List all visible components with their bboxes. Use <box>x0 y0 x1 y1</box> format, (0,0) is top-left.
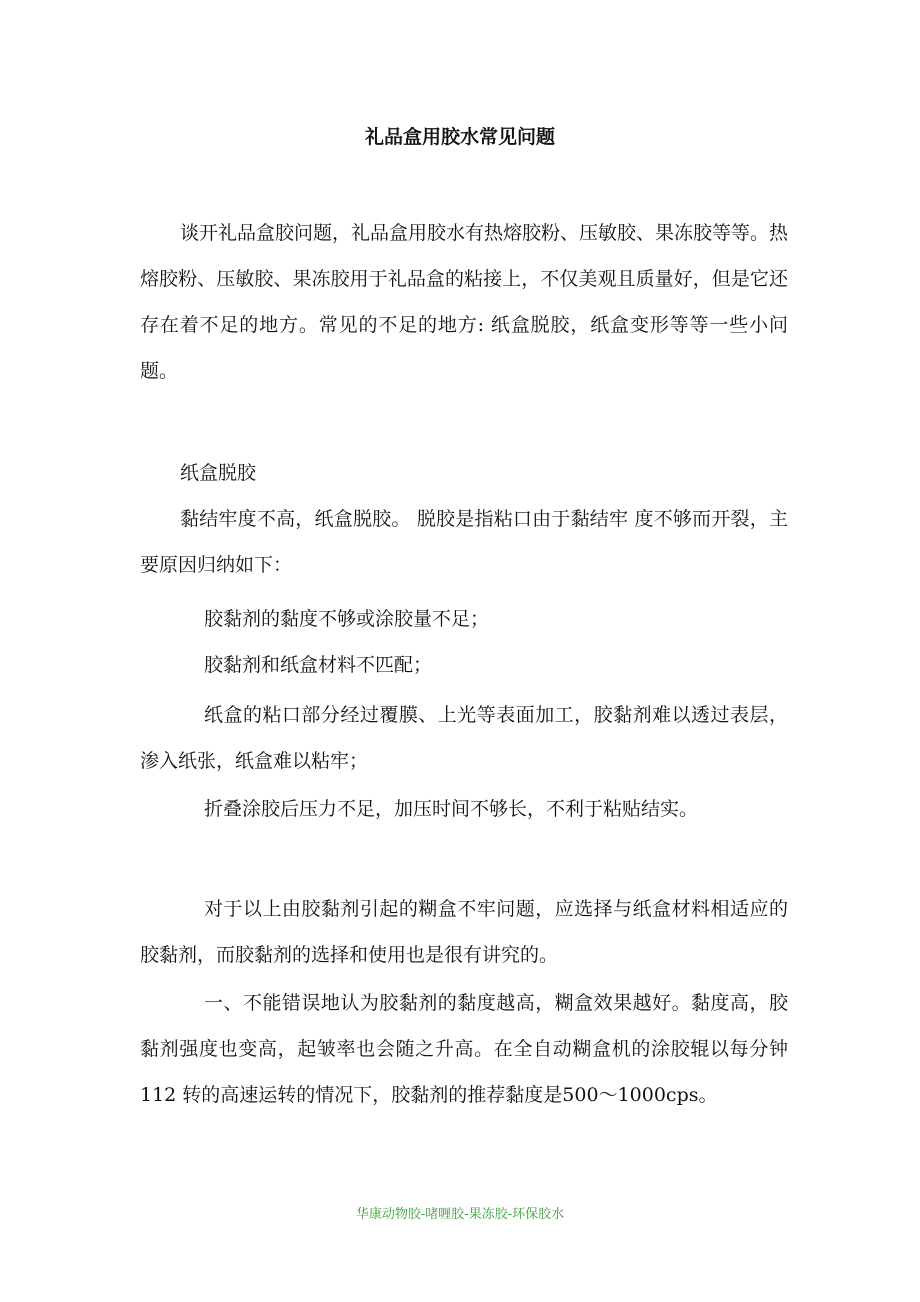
page-title: 礼品盒用胶水常见问题 <box>364 126 555 148</box>
cause-item: 胶黏剂和纸盒材料不匹配； <box>204 654 433 676</box>
section-heading: 纸盒脱胶 <box>180 462 257 484</box>
footer-text: 华康动物胶-啫喱胶-果冻胶-环保胶水 <box>355 1207 565 1222</box>
intro-paragraph: 谈开礼品盒胶问题，礼品盒用胶水有热熔胶粉、压敏胶、果冻胶等等。热熔胶粉、压敏胶、果冻胶用于礼品盒的粘接上，不仅美观且质量好，但是它还存在着不足的地方。常见的不足的地方: 纸盒脱胶，纸盒变形等等一些小问题。 <box>140 222 789 382</box>
cause-item: 折叠涂胶后压力不足，加压时间不够长，不利于粘贴结实。 <box>204 798 699 820</box>
cause-item: 纸盒的粘口部分经过覆膜、上光等表面加工，胶黏剂难以透过表层，渗入纸张，纸盒难以粘牢； <box>140 704 788 772</box>
cause-item: 胶黏剂的黏度不够或涂胶量不足； <box>204 608 490 630</box>
cause-intro-paragraph: 黏结牢度不高，纸盒脱胶。 脱胶是指粘口由于黏结牢 度不够而开裂，主要原因归纳如下： <box>140 508 788 576</box>
solution-paragraph: 对于以上由胶黏剂引起的糊盒不牢问题，应选择与纸盒材料相适应的胶黏剂，而胶黏剂的选择和使用也是很有讲究的。 <box>140 898 788 966</box>
point-one-paragraph: 一、不能错误地认为胶黏剂的黏度越高，糊盒效果越好。黏度高，胶黏剂强度也变高，起皱率也会随之升高。在全自动糊盒机的涂胶辊以每分钟 112 转的高速运转的情况下，胶黏剂的推荐黏度是500～1000cps。 <box>140 992 788 1106</box>
